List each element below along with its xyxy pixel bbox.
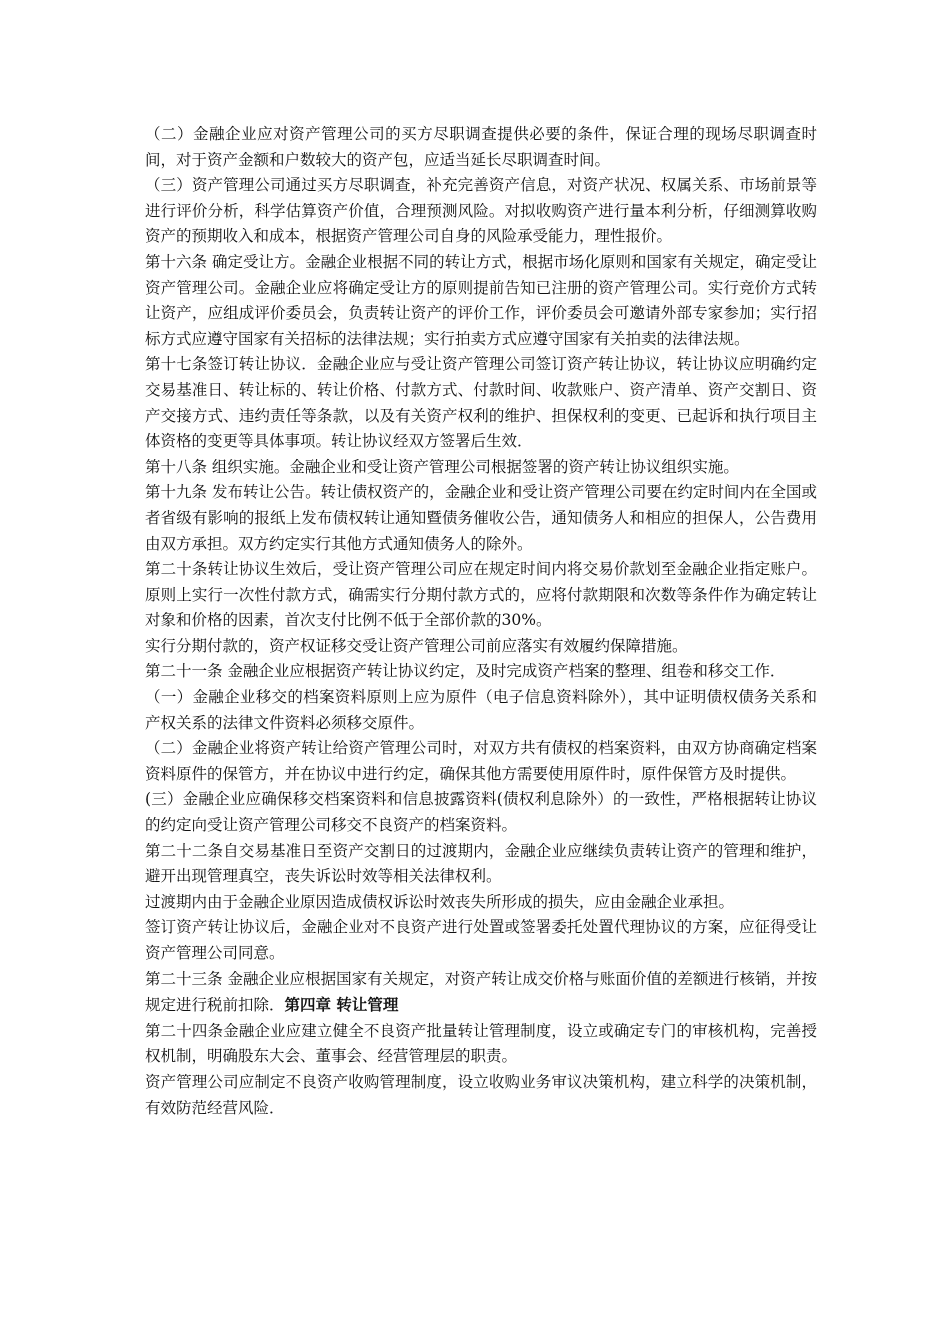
article-23: 第二十三条 金融企业应根据国家有关规定，对资产转让成交价格与账面价值的差额进行核销，并按规定进行税前扣除． <box>145 969 817 1015</box>
article-20-installment: 实行分期付款的，资产权证移交受让资产管理公司前应落实有效履约保障措施。 <box>145 636 688 655</box>
article-21: 第二十一条 金融企业应根据资产转让协议约定，及时完成资产档案的整理、组卷和移交工作． <box>145 662 786 681</box>
article-21-item-1: （一）金融企业移交的档案资料原则上应为原件（电子信息资料除外），其中证明债权债务关系和产权关系的法律文件资料必须移交原件。 <box>145 688 817 732</box>
article-21-item-2: （二）金融企业将资产转让给资产管理公司时，对双方共有债权的档案资料，由双方协商确定档案资料原件的保管方，并在协议中进行约定，确保其他方需要使用原件时，原件保管方及时提供。 <box>145 739 817 783</box>
article-22: 第二十二条自交易基准日至资产交割日的过渡期内，金融企业应继续负责转让资产的管理和维护，避开出现管理真空，丧失诉讼时效等相关法律权利。 <box>145 841 817 886</box>
article-22-transition-loss: 过渡期内由于金融企业原因造成债权诉讼时效丧失所形成的损失，应由金融企业承担。 <box>145 892 735 911</box>
chapter-4-heading: 第四章 转让管理 <box>284 995 399 1015</box>
article-21-item-3: (三）金融企业应确保移交档案资料和信息披露资料(债权利息除外）的一致性，严格根据转让协议的约定向受让资产管理公司移交不良资产的档案资料。 <box>145 790 817 835</box>
article-24-amc-rules: 资产管理公司应制定不良资产收购管理制度，设立收购业务审议决策机构，建立科学的决策机制，有效防范经营风险． <box>145 1072 817 1117</box>
paragraph-2-due-diligence-conditions: （二）金融企业应对资产管理公司的买方尽职调查提供必要的条件，保证合理的现场尽职调查时间，对于资产金额和户数较大的资产包，应适当延长尽职调查时间。 <box>145 125 817 169</box>
paragraph-3-buyer-due-diligence: （三）资产管理公司通过买方尽职调查，补充完善资产信息，对资产状况、权属关系、市场前景等进行评价分析，科学估算资产价值，合理预测风险。对拟收购资产进行量本利分析，仔细测算收购资产的预期收入和成本，根据资产管理公司自身的风险承受能力，理性报价。 <box>145 176 817 246</box>
article-20: 第二十条转让协议生效后，受让资产管理公司应在规定时间内将交易价款划至金融企业指定账户。原则上实行一次性付款方式，确需实行分期付款方式的，应将付款期限和次数等条件作为确定转让对象和价格的因素，首次支付比例不低于全部价款的30%。 <box>145 560 817 630</box>
article-17: 第十七条签订转让协议．金融企业应与受让资产管理公司签订资产转让协议，转让协议应明确约定交易基准日、转让标的、转让价格、付款方式、付款时间、收款账户、资产清单、资产交割日、资产交接方式、违约责任等条款，以及有关资产权利的维护、担保权利的变更、已起诉和执行项目主体资格的变更等具体事项。转让协议经双方签署后生效． <box>145 355 817 451</box>
article-22-consent: 签订资产转让协议后，金融企业对不良资产进行处置或签署委托处置代理协议的方案，应征得受让资产管理公司同意。 <box>145 918 817 962</box>
article-18: 第十八条 组织实施。金融企业和受让资产管理公司根据签署的资产转让协议组织实施。 <box>145 457 739 476</box>
article-16: 第十六条 确定受让方。金融企业根据不同的转让方式，根据市场化原则和国家有关规定，确定受让资产管理公司。金融企业应将确定受让方的原则提前告知已注册的资产管理公司。实行竞价方式转让资产，应组成评价委员会，负责转让资产的评价工作，评价委员会可邀请外部专家参加；实行招标方式应遵守国家有关招标的法律法规；实行拍卖方式应遵守国家有关拍卖的法律法规。 <box>145 252 817 348</box>
article-23-with-chapter <box>145 967 817 1019</box>
article-24: 第二十四条金融企业应建立健全不良资产批量转让管理制度，设立或确定专门的审核机构，完善授权机制，明确股东大会、董事会、经营管理层的职责。 <box>145 1021 817 1066</box>
article-19: 第十九条 发布转让公告。转让债权资产的，金融企业和受让资产管理公司要在约定时间内在全国或者省级有影响的报纸上发布债权转让通知暨债务催收公告，通知债务人和相应的担保人，公告费用由双方承担。双方约定实行其他方式通知债务人的除外。 <box>145 483 817 553</box>
document-body <box>145 122 817 1121</box>
